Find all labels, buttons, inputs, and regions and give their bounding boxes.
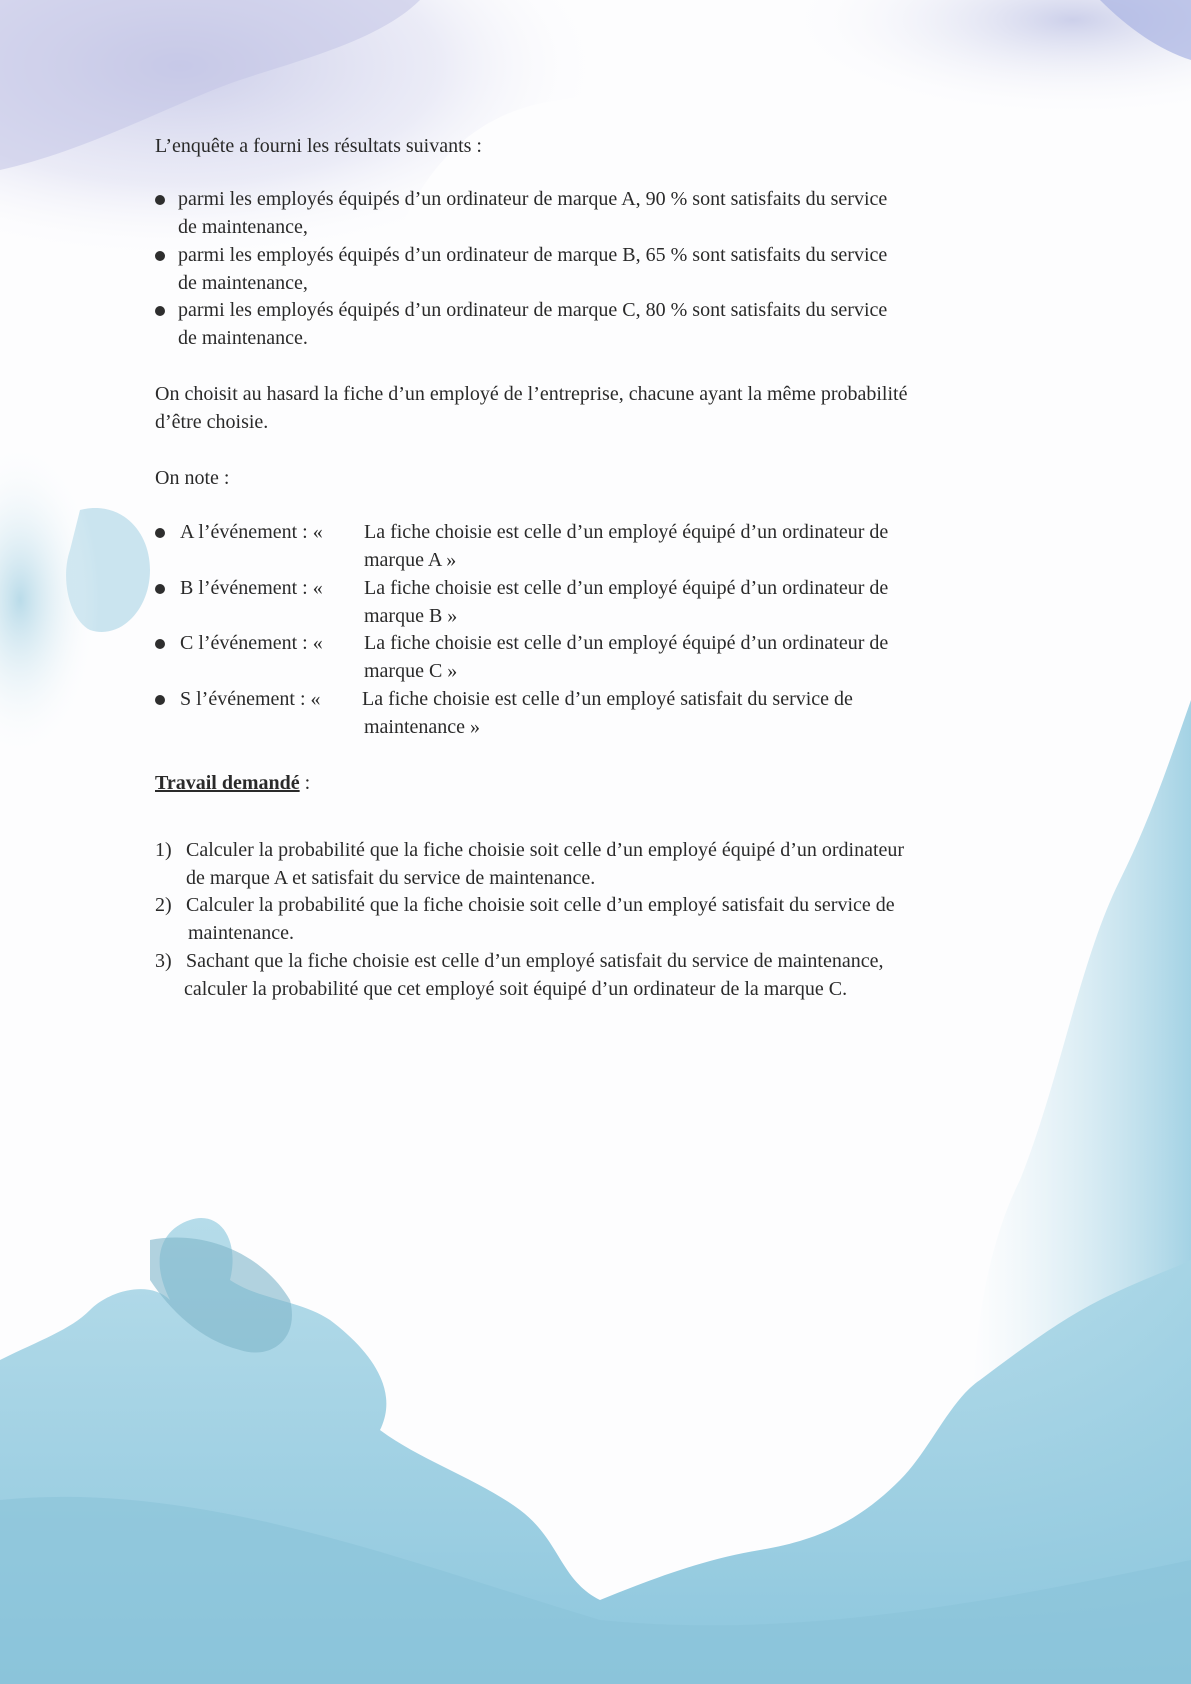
event-description-continuation: marque B »	[364, 605, 458, 627]
bullet-icon	[155, 584, 165, 594]
work-heading	[155, 771, 310, 795]
bullet-icon	[155, 639, 165, 649]
event-description: La fiche choisie est celle d’un employé équipé d’un ordinateur de	[364, 632, 889, 654]
event-description-continuation: marque C »	[364, 660, 458, 682]
list-item-text: parmi les employés équipés d’un ordinateur de marque B, 65 % sont satisfaits du service	[178, 244, 888, 266]
event-label: A l’événement : «	[180, 521, 323, 543]
question-text: Calculer la probabilité que la fiche choisie soit celle d’un employé satisfait du service de	[186, 894, 895, 916]
bullet-icon	[155, 251, 165, 261]
question-text-continuation: maintenance.	[188, 922, 295, 944]
event-description-continuation: maintenance »	[364, 716, 481, 738]
bullet-icon	[155, 306, 165, 316]
question-text: Sachant que la fiche choisie est celle d’un employé satisfait du service de maintenance,	[186, 950, 884, 972]
event-label: C l’événement : «	[180, 632, 323, 654]
list-item-text-continuation: de maintenance.	[178, 327, 308, 349]
list-item-text: parmi les employés équipés d’un ordinateur de marque C, 80 % sont satisfaits du service	[178, 299, 888, 321]
note-label: On note :	[155, 467, 230, 489]
event-description: La fiche choisie est celle d’un employé équipé d’un ordinateur de	[364, 577, 889, 599]
question-number: 2)	[155, 894, 172, 916]
list-item-text-continuation: de maintenance,	[178, 272, 308, 294]
choice-text-line2: d’être choisie.	[155, 411, 269, 433]
question-text-continuation: de marque A et satisfait du service de maintenance.	[186, 867, 596, 889]
bullet-icon	[155, 195, 165, 205]
work-heading-label: Travail demandé	[155, 772, 300, 794]
list-item-text: parmi les employés équipés d’un ordinateur de marque A, 90 % sont satisfaits du service	[178, 188, 888, 210]
question-text: Calculer la probabilité que la fiche choisie soit celle d’un employé équipé d’un ordinateur	[186, 839, 905, 861]
event-description: La fiche choisie est celle d’un employé équipé d’un ordinateur de	[364, 521, 889, 543]
bullet-icon	[155, 695, 165, 705]
event-description: La fiche choisie est celle d’un employé satisfait du service de	[362, 688, 853, 710]
question-number: 3)	[155, 950, 172, 972]
list-item-text-continuation: de maintenance,	[178, 216, 308, 238]
event-label: B l’événement : «	[180, 577, 323, 599]
event-label: S l’événement : «	[180, 688, 321, 710]
question-text-continuation: calculer la probabilité que cet employé soit équipé d’un ordinateur de la marque C.	[184, 978, 848, 1000]
choice-text-line1: On choisit au hasard la fiche d’un employé de l’entreprise, chacune ayant la même probabilité	[155, 383, 908, 405]
bullet-icon	[155, 528, 165, 538]
intro-text: L’enquête a fourni les résultats suivants :	[155, 135, 482, 157]
event-description-continuation: marque A »	[364, 549, 457, 571]
work-heading-colon: :	[299, 772, 311, 794]
question-number: 1)	[155, 839, 172, 861]
